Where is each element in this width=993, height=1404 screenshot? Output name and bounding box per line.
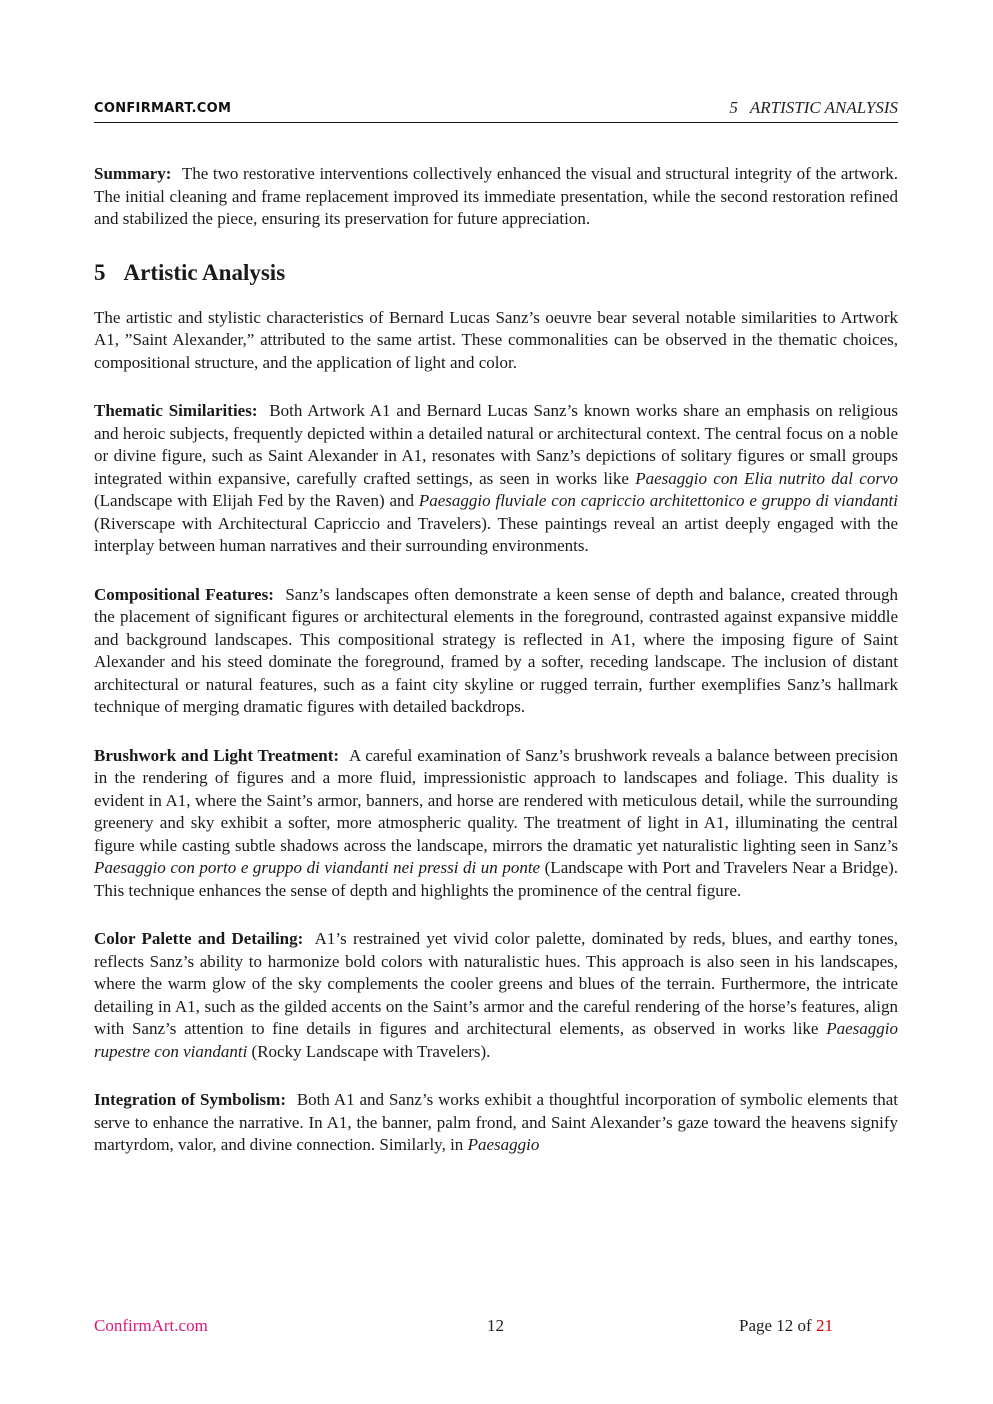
intro-paragraph: The artistic and stylistic characteristics of Bernard Lucas Sanz’s oeuvre bear several notable similarities to Artwork A1, ”Saint Alexander,” attributed to the same artist. These commonalities can be observed in the thematic choices, compositional structure, and the application of light and color. (94, 307, 898, 372)
artwork-title-rupestre: Paesaggio rupestre con viandanti (94, 1019, 898, 1061)
site-logo[interactable]: CONFIRMART.COM (94, 101, 232, 116)
color-paragraph (94, 928, 898, 1063)
symbolism-label: Integration of Symbolism: (94, 1090, 286, 1109)
thematic-text-1: Both Artwork A1 and Bernard Lucas Sanz’s known works share an emphasis on religious and heroic subjects, frequently depicted within a detailed natural or architectural context. The central focus on a noble or divine figure, such as Saint Alexander in A1, resonates with Sanz’s depictions of solitary figures or small groups integrated within expansive, carefully crafted settings, as seen in works like (94, 401, 898, 488)
thematic-text-2: (Landscape with Elijah Fed by the Raven) and (94, 491, 419, 510)
footer-total-pages-link[interactable]: 21 (815, 1316, 833, 1335)
artwork-title-fluviale: Paesaggio fluviale con capriccio architettonico e gruppo di viandanti (418, 491, 898, 510)
page-header (94, 98, 898, 123)
compositional-label: Compositional Features: (94, 584, 274, 604)
section-title: Artistic Analysis (123, 259, 286, 285)
symbolism-paragraph (94, 1089, 898, 1157)
thematic-label: Thematic Similarities: (94, 401, 258, 420)
summary-label: Summary: (94, 164, 172, 183)
color-label: Color Palette and Detailing: (94, 929, 304, 948)
section-number: 5 (94, 259, 106, 285)
thematic-text-3: (Riverscape with Architectural Capriccio and Travelers). These paintings reveal an artist deeply engaged with the interplay between human narratives and their surrounding environments. (94, 513, 898, 555)
brushwork-text-2: (Landscape with Port and Travelers Near a Bridge). This technique enhances the sense of depth and highlights the prominence of the central figure. (94, 858, 899, 900)
footer-page-of-prefix: Page 12 of (739, 1316, 812, 1335)
summary-text: The two restorative interventions collectively enhanced the visual and structural integrity of the artwork. The initial cleaning and frame replacement improved its immediate presentation, while the second restoration refined and stabilized the piece, ensuring its preservation for future appreciation. (94, 164, 898, 228)
summary-paragraph (94, 163, 898, 231)
running-head-title: ARTISTIC ANALYSIS (749, 98, 898, 117)
artwork-title-porto: Paesaggio con porto e gruppo di viandanti nei pressi di un ponte (94, 858, 541, 877)
color-text-2: (Rocky Landscape with Travelers). (247, 1041, 491, 1061)
section-heading (94, 259, 898, 287)
color-text-1: A1’s restrained yet vivid color palette, dominated by reds, blues, and earthy tones, reflects Sanz’s ability to harmonize bold colors with naturalistic hues. This approach is also seen in his landscapes, where the warm glow of the sky complements the cooler greens and blues of the terrain. Furthermore, the intricate detailing in A1, such as the gilded accents on the Saint’s armor and the careful rendering of the horse’s features, align with Sanz’s attention to fine details in figures and architectural elements, as observed in works like (94, 929, 899, 1038)
symbolism-text-1: Both A1 and Sanz’s works exhibit a thoughtful incorporation of symbolic elements that serve to enhance the narrative. In A1, the banner, palm frond, and Saint Alexander’s gaze toward the heavens signify martyrdom, valor, and divine connection. Similarly, in (94, 1090, 899, 1154)
thematic-paragraph (94, 400, 898, 558)
compositional-paragraph (94, 584, 898, 719)
brushwork-label: Brushwork and Light Treatment: (94, 745, 340, 765)
running-head-number: 5 (729, 98, 738, 117)
brushwork-text-1: A careful examination of Sanz’s brushwork reveals a balance between precision in the rendering of figures and a more fluid, impressionistic approach to landscapes and foliage. This duality is evident in A1, where the Saint’s armor, banners, and horse are rendered with meticulous detail, while the surrounding greenery and sky exhibit a softer, more atmospheric quality. The treatment of light in A1, illuminating the central figure while casting subtle shadows across the landscape, mirrors the dramatic yet naturalistic lighting seen in Sanz’s (94, 745, 899, 855)
footer-site-link[interactable]: ConfirmArt.com (94, 1316, 208, 1335)
page-body (94, 163, 898, 1157)
running-head (729, 98, 898, 118)
artwork-title-elia: Paesaggio con Elia nutrito dal corvo (635, 468, 899, 488)
artwork-title-paesaggio: Paesaggio (467, 1135, 540, 1154)
footer-page-of (739, 1316, 833, 1336)
brushwork-paragraph (94, 745, 898, 903)
footer-page-number: 12 (487, 1316, 504, 1335)
compositional-text: Sanz’s landscapes often demonstrate a keen sense of depth and balance, created through the placement of significant figures or architectural elements in the foreground, contrasted against expansive middle and background landscapes. This compositional strategy is reflected in A1, where the imposing figure of Saint Alexander and his steed dominate the foreground, framed by a softer, receding landscape. The inclusion of distant architectural or natural features, such as a faint city skyline or rugged terrain, further exemplifies Sanz’s hallmark technique of merging dramatic figures with detailed backdrops. (94, 584, 898, 716)
